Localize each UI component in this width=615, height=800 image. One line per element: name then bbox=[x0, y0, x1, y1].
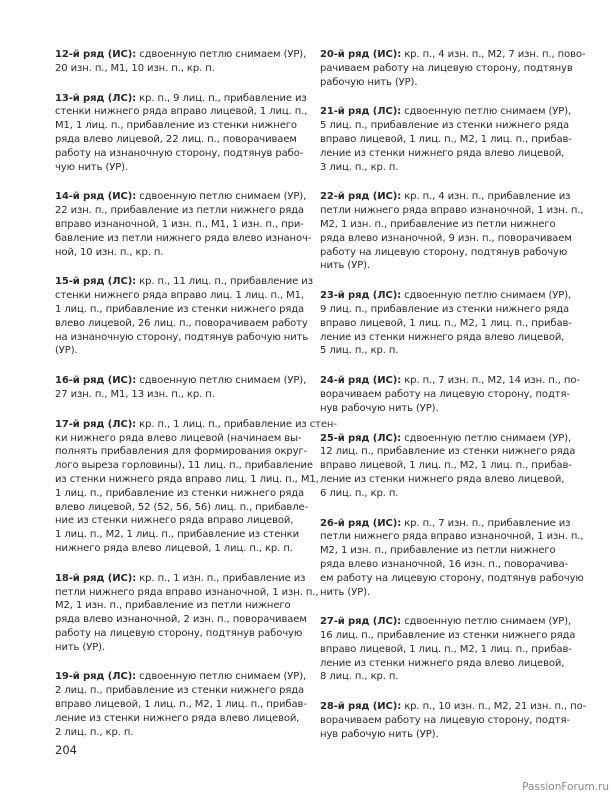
instruction-text: вправо лицевой, 1 лиц. п., М2, 1 лиц. п., прибав- bbox=[320, 133, 572, 145]
instruction-text: ряда влево изнаночной, 2 изн. п., поворачиваем bbox=[55, 614, 307, 626]
row-instruction bbox=[320, 517, 584, 600]
instruction-line bbox=[55, 528, 300, 542]
instruction-text: 22 изн. п., прибавление из петли нижнего ряда bbox=[55, 205, 304, 217]
instruction-line bbox=[320, 303, 570, 317]
row-instruction bbox=[55, 190, 312, 259]
instruction-line bbox=[55, 133, 295, 147]
instruction-text: ной, 10 изн. п., кр. п. bbox=[55, 246, 164, 258]
instruction-text: сдвоенную петлю снимаем (УР), bbox=[136, 49, 307, 60]
instruction-text: 1 лиц. п., М2, 1 лиц. п., прибавление из стенки bbox=[55, 529, 300, 541]
instruction-text: работу на лицевую сторону, подтянув рабочую bbox=[55, 627, 303, 639]
row-instruction bbox=[55, 275, 313, 358]
instruction-line bbox=[320, 700, 587, 714]
instruction-text: 16 лиц. п., прибавление из стенки нижнего ряда bbox=[320, 630, 576, 642]
instruction-line bbox=[320, 289, 572, 303]
instruction-text: 12 лиц. п., прибавление из стенки нижнего ряда bbox=[320, 446, 576, 458]
row-label: 27-й ряд (ЛС): bbox=[320, 616, 402, 628]
instruction-line bbox=[320, 657, 565, 671]
instruction-text: кр. п., 7 изн. п., М2, 14 изн. п., по- bbox=[401, 375, 580, 387]
instruction-text: нить (УР). bbox=[55, 641, 106, 653]
instruction-line bbox=[320, 487, 560, 501]
instruction-line bbox=[320, 643, 572, 657]
instruction-line bbox=[55, 218, 304, 232]
instruction-text: петли нижнего ряда вправо изнаночной, 1 изн. п., bbox=[320, 205, 584, 217]
instruction-text: М2, 1 изн. п., прибавление из петли нижнего bbox=[320, 218, 556, 230]
row-instruction bbox=[320, 374, 580, 415]
instruction-line bbox=[320, 133, 572, 147]
instruction-line bbox=[320, 714, 570, 728]
instruction-text: ление из стенки нижнего ряда влево лицевой, bbox=[320, 331, 565, 343]
instruction-text: вправо изнаночной, 1 изн. п., М1, 1 изн. п., при- bbox=[55, 218, 304, 230]
instruction-line bbox=[320, 246, 568, 260]
row-label: 13-й ряд (ЛС): bbox=[55, 92, 137, 104]
instruction-text: ление из стенки нижнего ряда влево лицевой, bbox=[320, 473, 565, 485]
row-label: 24-й ряд (ИС): bbox=[320, 375, 402, 387]
instruction-line bbox=[320, 259, 560, 273]
instruction-text: кр. п., 4 изн. п., прибавление из bbox=[401, 191, 571, 203]
instruction-line bbox=[320, 728, 560, 742]
instruction-line bbox=[55, 670, 307, 684]
instruction-line bbox=[320, 119, 570, 133]
instruction-line bbox=[55, 92, 307, 106]
instruction-line bbox=[55, 161, 295, 175]
right-column bbox=[320, 48, 587, 758]
instruction-line bbox=[55, 684, 305, 698]
instruction-line bbox=[55, 48, 307, 62]
row-instruction bbox=[320, 48, 586, 89]
instruction-text: ворачиваем работу на лицевую сторону, подтя- bbox=[320, 715, 570, 727]
row-label: 20-й ряд (ИС): bbox=[320, 49, 402, 60]
instruction-text: 1 лиц. п., прибавление из стенки нижнего ряда bbox=[55, 303, 305, 315]
instruction-text: петли нижнего ряда вправо изнаночной, 1 изн. п., bbox=[55, 586, 319, 598]
instruction-text: ем работу на лицевую сторону, подтянув рабочую bbox=[320, 572, 584, 584]
instruction-line bbox=[320, 432, 572, 446]
instruction-text: 1 лиц. п., прибавление из стенки нижнего ряда bbox=[55, 487, 305, 499]
row-label: 15-й ряд (ЛС): bbox=[55, 276, 137, 288]
instruction-text: 3 лиц. п., кр. п. bbox=[320, 161, 399, 173]
instruction-line bbox=[55, 712, 300, 726]
instruction-text: петли нижнего ряда вправо изнаночной, 1 изн. п., bbox=[320, 531, 584, 543]
instruction-text: работу на лицевую сторону, подтянув рабочую bbox=[320, 246, 568, 258]
instruction-line bbox=[55, 418, 337, 432]
instruction-line bbox=[320, 317, 572, 331]
instruction-text: 5 лиц. п., кр. п. bbox=[320, 345, 399, 357]
instruction-line bbox=[320, 586, 560, 600]
instruction-text: ки нижнего ряда влево лицевой (начинаем вы- bbox=[55, 432, 302, 444]
instruction-line bbox=[320, 204, 584, 218]
instruction-line bbox=[320, 344, 560, 358]
instruction-line bbox=[55, 317, 308, 331]
instruction-text: вправо лицевой, 1 лиц. п., М2, 1 лиц. п., прибав- bbox=[55, 699, 307, 711]
instruction-text: ряда влево изнаночной, 16 изн. п., поворачива- bbox=[320, 558, 569, 570]
instruction-text: рабочую нить (УР). bbox=[320, 76, 418, 88]
instruction-line bbox=[320, 517, 571, 531]
row-label: 17-й ряд (ЛС): bbox=[55, 418, 137, 430]
instruction-line bbox=[320, 530, 584, 544]
instruction-line bbox=[55, 641, 295, 655]
instruction-line bbox=[55, 514, 295, 528]
instruction-text: кр. п., 7 изн. п., прибавление из bbox=[401, 517, 571, 529]
row-instruction bbox=[55, 374, 307, 402]
instruction-line bbox=[55, 275, 313, 289]
instruction-text: 2 лиц. п., кр. п. bbox=[55, 726, 134, 738]
instruction-text: М2, 1 изн. п., прибавление из петли нижнего bbox=[320, 545, 556, 557]
row-instruction bbox=[320, 190, 584, 273]
instruction-text: нув рабочую нить (УР). bbox=[320, 728, 439, 740]
instruction-text: влево лицевой, 52 (52, 56, 56) лиц. п., прибавле- bbox=[55, 501, 309, 513]
row-label: 18-й ряд (ИС): bbox=[55, 572, 137, 584]
instruction-line bbox=[320, 190, 571, 204]
row-label: 25-й ряд (ЛС): bbox=[320, 432, 402, 444]
instruction-line bbox=[55, 289, 304, 303]
instruction-text: М2, 1 изн. п., прибавление из петли нижнего bbox=[55, 600, 291, 612]
instruction-line bbox=[320, 62, 573, 76]
instruction-text: 20 изн. п., М1, 10 изн. п., кр. п. bbox=[55, 62, 215, 74]
instruction-text: ряда влево лицевой, 22 лиц. п., поворачиваем bbox=[55, 133, 297, 145]
instruction-line bbox=[55, 487, 305, 501]
instruction-line bbox=[320, 374, 580, 388]
instruction-line bbox=[320, 402, 560, 416]
row-label: 16-й ряд (ИС): bbox=[55, 375, 137, 387]
row-label: 22-й ряд (ИС): bbox=[320, 191, 402, 203]
instruction-line bbox=[55, 501, 309, 515]
row-instruction bbox=[320, 105, 572, 174]
instruction-line bbox=[55, 698, 307, 712]
instruction-line bbox=[55, 445, 308, 459]
instruction-line bbox=[55, 147, 304, 161]
instruction-line bbox=[320, 473, 565, 487]
instruction-text: кр. п., 1 изн. п., прибавление из bbox=[136, 572, 306, 584]
instruction-line bbox=[320, 459, 572, 473]
instruction-text: кр. п., 10 изн. п., М2, 21 изн. п., по- bbox=[401, 701, 587, 713]
row-instruction bbox=[55, 572, 319, 655]
instruction-text: нижнего ряда влево лицевой, 1 лиц. п., кр. п. bbox=[55, 542, 293, 554]
row-instruction bbox=[320, 432, 576, 501]
row-instruction bbox=[55, 48, 307, 76]
instruction-text: ние из стенки нижнего ряда вправо лицевой, bbox=[55, 515, 294, 527]
instruction-text: 2 лиц. п., прибавление из стенки нижнего ряда bbox=[55, 685, 305, 697]
instruction-line bbox=[55, 613, 307, 627]
instruction-text: из стенки нижнего ряда вправо лиц. 1 лиц. п., М1, bbox=[55, 473, 319, 485]
instruction-line bbox=[55, 62, 295, 76]
instruction-line bbox=[55, 232, 312, 246]
instruction-text: ление из стенки нижнего ряда влево лицевой, bbox=[320, 147, 565, 159]
instruction-text: кр. п., 1 лиц. п., прибавление из стен- bbox=[136, 418, 337, 430]
instruction-text: влево лицевой, 26 лиц. п., поворачиваем работу bbox=[55, 317, 308, 329]
instruction-line bbox=[55, 599, 295, 613]
instruction-text: вправо лицевой, 1 лиц. п., М2, 1 лиц. п., прибав- bbox=[320, 460, 572, 472]
instruction-text: нув рабочую нить (УР). bbox=[320, 402, 439, 414]
instruction-text: рачиваем работу на лицевую сторону, подтянув bbox=[320, 62, 573, 74]
instruction-text: чую нить (УР). bbox=[55, 161, 129, 173]
instruction-text: сдвоенную петлю снимаем (УР), bbox=[136, 191, 307, 203]
instruction-line bbox=[55, 331, 309, 345]
instruction-line bbox=[320, 147, 565, 161]
row-label: 21-й ряд (ЛС): bbox=[320, 106, 402, 118]
row-label: 26-й ряд (ИС): bbox=[320, 517, 402, 529]
instruction-text: ление из стенки нижнего ряда влево лицевой, bbox=[320, 657, 565, 669]
instruction-line bbox=[55, 542, 295, 556]
instruction-line bbox=[55, 119, 295, 133]
instruction-text: 5 лиц. п., прибавление из стенки нижнего ряда bbox=[320, 120, 570, 132]
instruction-text: полнять прибавления для формирования округ- bbox=[55, 446, 308, 458]
instruction-text: лого выреза горловины), 11 лиц. п., прибавление bbox=[55, 460, 313, 472]
instruction-text: М1, 1 лиц. п., прибавление из стенки нижнего bbox=[55, 120, 297, 132]
instruction-line bbox=[320, 232, 572, 246]
instruction-line bbox=[55, 459, 313, 473]
instruction-text: сдвоенную петлю снимаем (УР), bbox=[136, 671, 307, 683]
instruction-text: 8 лиц. п., кр. п. bbox=[320, 671, 399, 683]
instruction-text: ряда влево изнаночной, 9 изн. п., поворачиваем bbox=[320, 232, 572, 244]
instruction-line bbox=[55, 586, 319, 600]
instruction-text: сдвоенную петлю снимаем (УР), bbox=[401, 432, 572, 444]
instruction-text: вправо лицевой, 1 лиц. п., М2, 1 лиц. п., прибав- bbox=[320, 317, 572, 329]
instruction-text: сдвоенную петлю снимаем (УР), bbox=[136, 375, 307, 387]
instruction-line bbox=[55, 190, 307, 204]
row-instruction bbox=[55, 92, 308, 175]
row-instruction bbox=[320, 615, 576, 684]
left-column bbox=[55, 48, 337, 755]
instruction-text: нить (УР). bbox=[320, 586, 371, 598]
instruction-line bbox=[320, 331, 565, 345]
instruction-text: нить (УР). bbox=[320, 260, 371, 272]
row-label: 28-й ряд (ИС): bbox=[320, 701, 402, 713]
instruction-text: бавление из петли нижнего ряда влево изнаноч- bbox=[55, 232, 312, 244]
instruction-line bbox=[55, 572, 306, 586]
instruction-line bbox=[55, 204, 304, 218]
row-label: 23-й ряд (ЛС): bbox=[320, 290, 402, 302]
instruction-text: вправо лицевой, 1 лиц. п., М2, 1 лиц. п., прибав- bbox=[320, 643, 572, 655]
instruction-line bbox=[55, 432, 302, 446]
instruction-text: ворачиваем работу на лицевую сторону, подтя- bbox=[320, 388, 570, 400]
instruction-line bbox=[320, 105, 572, 119]
instruction-line bbox=[55, 726, 295, 740]
instruction-text: кр. п., 4 изн. п., М2, 7 изн. п., пово- bbox=[401, 49, 586, 60]
instruction-text: работу на изнаночную сторону, подтянув рабо- bbox=[55, 147, 304, 159]
instruction-text: кр. п., 11 лиц. п., прибавление из bbox=[136, 276, 313, 288]
instruction-line bbox=[320, 388, 570, 402]
instruction-line bbox=[320, 76, 560, 90]
row-label: 19-й ряд (ЛС): bbox=[55, 671, 137, 683]
instruction-line bbox=[55, 388, 295, 402]
instruction-line bbox=[320, 445, 576, 459]
instruction-line bbox=[320, 572, 584, 586]
instruction-text: (УР). bbox=[55, 345, 78, 357]
instruction-text: ление из стенки нижнего ряда влево лицевой, bbox=[55, 712, 300, 724]
instruction-line bbox=[55, 627, 303, 641]
instruction-line bbox=[320, 615, 572, 629]
row-instruction bbox=[320, 700, 587, 741]
row-instruction bbox=[320, 289, 572, 358]
instruction-line bbox=[320, 161, 560, 175]
instruction-text: кр. п., 9 лиц. п., прибавление из bbox=[136, 92, 307, 104]
instruction-line bbox=[320, 218, 560, 232]
instruction-text: сдвоенную петлю снимаем (УР), bbox=[401, 106, 572, 118]
instruction-line bbox=[320, 629, 576, 643]
instruction-line bbox=[320, 558, 569, 572]
row-label: 14-й ряд (ИС): bbox=[55, 191, 137, 203]
instruction-text: 9 лиц. п., прибавление из стенки нижнего ряда bbox=[320, 303, 570, 315]
instruction-line bbox=[320, 48, 586, 62]
row-instruction bbox=[55, 670, 307, 739]
instruction-text: 6 лиц. п., кр. п. bbox=[320, 487, 399, 499]
page-number: 204 bbox=[55, 743, 77, 757]
instruction-text: 27 изн. п., М1, 13 изн. п., кр. п. bbox=[55, 388, 215, 400]
instruction-text: стенки нижнего ряда вправо лиц. 1 лиц. п., М1, bbox=[55, 290, 304, 302]
instruction-text: сдвоенную петлю снимаем (УР), bbox=[401, 616, 572, 628]
watermark: PassionForum.ru bbox=[522, 781, 609, 793]
instruction-line bbox=[320, 544, 560, 558]
instruction-text: сдвоенную петлю снимаем (УР), bbox=[401, 290, 572, 302]
instruction-line bbox=[55, 374, 307, 388]
row-label: 12-й ряд (ИС): bbox=[55, 49, 137, 60]
row-instruction bbox=[55, 418, 337, 556]
instruction-line bbox=[320, 670, 560, 684]
instruction-line bbox=[55, 105, 308, 119]
instruction-text: стенки нижнего ряда вправо лицевой, 1 лиц. п., bbox=[55, 106, 308, 118]
instruction-text: на изнаночную сторону, подтянув рабочую нить bbox=[55, 331, 309, 343]
instruction-line bbox=[55, 246, 295, 260]
instruction-line bbox=[55, 344, 295, 358]
instruction-line bbox=[55, 473, 319, 487]
instruction-line bbox=[55, 303, 305, 317]
